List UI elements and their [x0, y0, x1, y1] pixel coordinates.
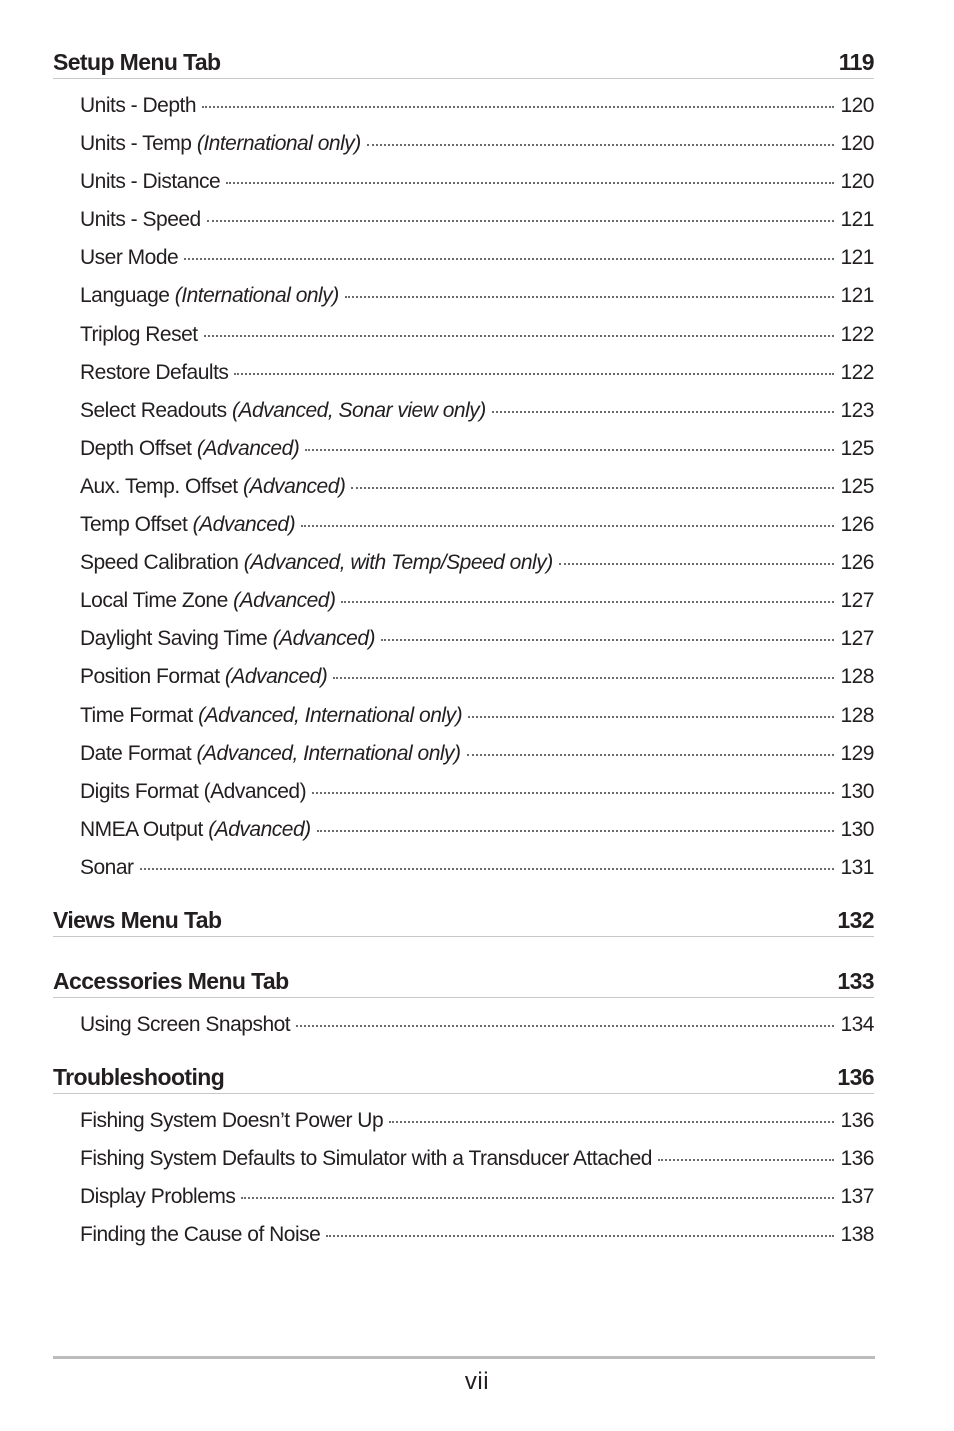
entry-label: Time Format — [80, 703, 193, 727]
dot-leader — [333, 677, 834, 679]
entry-label: Using Screen Snapshot — [80, 1012, 291, 1036]
dot-leader — [467, 754, 835, 756]
toc-entry[interactable] — [80, 239, 874, 277]
section-title: Views Menu Tab — [53, 906, 222, 933]
toc-entry[interactable] — [80, 316, 874, 354]
toc-entry[interactable] — [80, 277, 874, 315]
toc-entry[interactable] — [80, 354, 874, 392]
entry-label-group — [80, 811, 311, 849]
entry-label: Aux. Temp. Offset — [80, 474, 238, 498]
entry-label-group — [80, 1178, 235, 1216]
dot-leader — [326, 1235, 834, 1237]
entry-label: Select Readouts — [80, 398, 227, 422]
table-of-contents — [53, 46, 874, 1254]
entry-label-group — [80, 277, 339, 315]
section-gap — [53, 887, 874, 904]
dot-leader — [204, 335, 835, 337]
dot-leader — [202, 106, 834, 108]
footer-page-number: vii — [464, 1368, 490, 1395]
entry-label-group — [80, 544, 553, 582]
toc-entry[interactable] — [80, 430, 874, 468]
entry-list — [53, 998, 874, 1044]
entry-note: (Advanced, International only) — [198, 703, 463, 727]
entry-note: (Advanced, with Temp/Speed only) — [243, 551, 553, 575]
entry-list — [53, 79, 874, 887]
toc-entry[interactable] — [80, 582, 874, 620]
dot-leader — [367, 144, 835, 146]
dot-leader — [234, 373, 834, 375]
entry-note: (International only) — [174, 284, 339, 308]
entry-label-group — [80, 1216, 320, 1254]
dot-leader — [351, 487, 834, 489]
entry-page-number: 125 — [840, 436, 874, 460]
entry-page-number: 130 — [840, 779, 874, 803]
toc-entry[interactable] — [80, 1140, 874, 1178]
dot-leader — [341, 601, 834, 603]
entry-page-number: 121 — [840, 208, 874, 232]
entry-page-number: 127 — [840, 627, 874, 651]
entry-page-number: 128 — [840, 665, 874, 689]
entry-page-number: 125 — [840, 474, 874, 498]
entry-label: Finding the Cause of Noise — [80, 1223, 321, 1247]
dot-leader — [559, 563, 835, 565]
entry-note: (Advanced) — [224, 665, 328, 689]
dot-leader — [312, 792, 834, 794]
section-title: Troubleshooting — [53, 1064, 225, 1091]
entry-label-group — [80, 430, 299, 468]
entry-note: (Advanced) — [242, 474, 346, 498]
entry-note: (Advanced) — [272, 627, 375, 651]
toc-entry[interactable] — [80, 658, 874, 696]
toc-entry[interactable] — [80, 735, 874, 773]
toc-entry[interactable] — [80, 1006, 874, 1044]
entry-label: Restore Defaults — [80, 360, 229, 384]
toc-entry[interactable] — [80, 1216, 874, 1254]
toc-entry[interactable] — [80, 125, 874, 163]
dot-leader — [305, 449, 834, 451]
toc-entry[interactable] — [80, 811, 874, 849]
dot-leader — [381, 639, 834, 641]
entry-label: Language — [80, 284, 170, 308]
entry-label-group — [80, 697, 462, 735]
entry-label: Daylight Saving Time — [80, 627, 268, 651]
entry-note: (Advanced) — [196, 436, 300, 460]
toc-entry[interactable] — [80, 392, 874, 430]
entry-label: Position Format — [80, 665, 220, 689]
entry-page-number: 129 — [840, 741, 874, 765]
entry-label: Temp Offset — [80, 513, 188, 537]
entry-note: (Advanced) — [208, 817, 311, 841]
entry-label-group — [80, 658, 327, 696]
dot-leader — [241, 1197, 834, 1199]
section-heading[interactable] — [53, 904, 874, 937]
toc-entry[interactable] — [80, 87, 874, 125]
entry-label: Triplog Reset — [80, 322, 198, 346]
entry-label-group — [80, 582, 335, 620]
entry-label-group — [80, 87, 196, 125]
entry-label-group — [80, 354, 228, 392]
entry-label-group — [80, 125, 361, 163]
entry-page-number: 120 — [840, 94, 874, 117]
footer-divider — [53, 1356, 875, 1359]
entry-label: Date Format — [80, 741, 192, 765]
entry-label: Units - Speed — [80, 208, 201, 232]
toc-entry[interactable] — [80, 773, 874, 811]
entry-page-number: 127 — [840, 589, 874, 613]
section-title: Setup Menu Tab — [53, 49, 221, 75]
entry-label: Units - Depth — [80, 94, 197, 117]
dot-leader — [184, 258, 834, 260]
entry-label-group — [80, 506, 295, 544]
entry-page-number: 128 — [840, 703, 874, 727]
section-gap — [53, 937, 874, 965]
entry-page-number: 121 — [840, 284, 874, 308]
toc-entry[interactable] — [80, 697, 874, 735]
dot-leader — [296, 1025, 834, 1027]
entry-page-number: 131 — [840, 855, 874, 879]
entry-note: (Advanced, Sonar view only) — [231, 398, 486, 422]
toc-entry[interactable] — [80, 620, 874, 658]
section-page-number: 119 — [838, 49, 874, 75]
section-page-number: 136 — [837, 1064, 874, 1091]
dot-leader — [207, 220, 835, 222]
entry-label-group — [80, 201, 201, 239]
toc-entry[interactable] — [80, 201, 874, 239]
entry-page-number: 136 — [840, 1109, 874, 1133]
section-page-number: 132 — [837, 906, 874, 933]
dot-leader — [301, 525, 834, 527]
dot-leader — [658, 1159, 835, 1161]
entry-note: (Advanced, International only) — [196, 741, 461, 765]
entry-label-group — [80, 620, 375, 658]
section-title: Accessories Menu Tab — [53, 967, 289, 994]
entry-page-number: 122 — [840, 322, 874, 346]
dot-leader — [389, 1121, 834, 1123]
entry-note: (International only) — [196, 132, 361, 156]
entry-label-group — [80, 316, 198, 354]
entry-page-number: 120 — [840, 132, 874, 156]
entry-label: NMEA Output — [80, 817, 203, 841]
entry-note: (Advanced) — [233, 589, 336, 613]
section-heading[interactable] — [53, 1061, 874, 1094]
dot-leader — [140, 868, 835, 870]
entry-label-group — [80, 849, 134, 887]
dot-leader — [317, 830, 835, 832]
section-gap — [53, 1044, 874, 1061]
section-page-number: 133 — [837, 967, 874, 994]
entry-label: Depth Offset — [80, 436, 192, 460]
entry-label: Sonar — [80, 855, 134, 879]
entry-page-number: 123 — [840, 398, 874, 422]
entry-label-group — [80, 773, 306, 811]
toc-entry[interactable] — [80, 506, 874, 544]
section-heading[interactable] — [53, 46, 874, 79]
dot-leader — [226, 182, 834, 184]
entry-label-group — [80, 163, 220, 201]
entry-label: Units - Temp — [80, 132, 192, 156]
entry-page-number: 126 — [840, 513, 874, 537]
entry-label: Units - Distance — [80, 170, 221, 194]
entry-note: (Advanced) — [192, 513, 296, 537]
entry-label-group — [80, 392, 486, 430]
entry-label: User Mode — [80, 246, 179, 270]
entry-label: Digits Format (Advanced) — [80, 779, 307, 803]
toc-entry[interactable] — [80, 1102, 874, 1140]
toc-entry[interactable] — [80, 468, 874, 506]
entry-page-number: 136 — [840, 1147, 874, 1171]
toc-entry[interactable] — [80, 163, 874, 201]
entry-page-number: 120 — [840, 170, 874, 194]
entry-page-number: 126 — [840, 551, 874, 575]
entry-label-group — [80, 1102, 383, 1140]
dot-leader — [492, 411, 835, 413]
entry-page-number: 122 — [840, 360, 874, 384]
entry-label-group — [80, 1006, 290, 1044]
entry-label: Fishing System Defaults to Simulator with a Transducer Attached — [80, 1147, 652, 1171]
entry-label: Fishing System Doesn’t Power Up — [80, 1109, 384, 1133]
dot-leader — [468, 716, 834, 718]
dot-leader — [345, 296, 835, 298]
entry-label-group — [80, 735, 461, 773]
entry-label-group — [80, 1140, 652, 1178]
entry-page-number: 137 — [840, 1185, 874, 1209]
entry-page-number: 138 — [840, 1223, 874, 1247]
section-heading[interactable] — [53, 965, 874, 998]
entry-label: Speed Calibration — [80, 551, 239, 575]
entry-page-number: 130 — [840, 817, 874, 841]
toc-entry[interactable] — [80, 1178, 874, 1216]
entry-list — [53, 1094, 874, 1254]
entry-label-group — [80, 239, 178, 277]
toc-entry[interactable] — [80, 544, 874, 582]
entry-page-number: 134 — [840, 1012, 874, 1036]
entry-label: Local Time Zone — [80, 589, 228, 613]
entry-page-number: 121 — [840, 246, 874, 270]
entry-label: Display Problems — [80, 1185, 236, 1209]
entry-label-group — [80, 468, 345, 506]
toc-entry[interactable] — [80, 849, 874, 887]
